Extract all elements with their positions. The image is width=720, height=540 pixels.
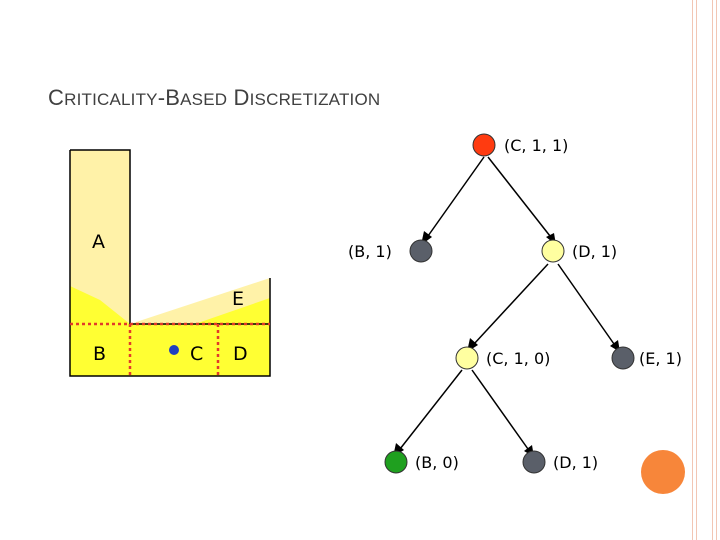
region-label-b: B — [93, 343, 107, 365]
title-part: ASED — [180, 90, 228, 109]
node-label-b0: (B, 0) — [415, 453, 459, 472]
tree-edge — [472, 370, 528, 449]
tree-node-root — [473, 134, 495, 156]
node-label-e1: (E, 1) — [639, 349, 682, 368]
tree-node-d1b — [523, 451, 545, 473]
node-label-root: (C, 1, 1) — [504, 136, 569, 155]
state-space — [70, 150, 270, 376]
tree-edge — [474, 264, 548, 344]
tree-edge — [428, 157, 484, 236]
region-label-e: E — [232, 288, 245, 310]
node-label-d1: (D, 1) — [572, 242, 618, 261]
tree-edge — [400, 370, 462, 449]
title-part: RITICALITY — [64, 90, 158, 109]
title-part: C — [48, 85, 65, 110]
title-part: -B — [157, 85, 181, 110]
decorative-corner-circle — [641, 450, 685, 494]
tree-node-b1 — [410, 240, 432, 262]
region-label-a: A — [92, 231, 105, 253]
node-label-c10: (C, 1, 0) — [486, 349, 551, 368]
tree-arrowheads — [393, 231, 620, 457]
tree-edges — [400, 157, 614, 449]
region-label-c: C — [190, 343, 204, 365]
agent-dot — [169, 345, 179, 355]
region-label-d: D — [233, 343, 248, 365]
tree-node-c10 — [456, 347, 478, 369]
tree-edge — [488, 157, 550, 236]
node-label-d1b: (D, 1) — [553, 453, 599, 472]
tree-node-d1 — [542, 240, 564, 262]
tree-node-b0 — [385, 451, 407, 473]
title-part: ISCRETIZATION — [249, 90, 381, 109]
tree-edge — [558, 264, 614, 344]
title-part: D — [227, 85, 250, 110]
tree-node-e1 — [612, 347, 634, 369]
node-label-b1: (B, 1) — [348, 242, 392, 261]
